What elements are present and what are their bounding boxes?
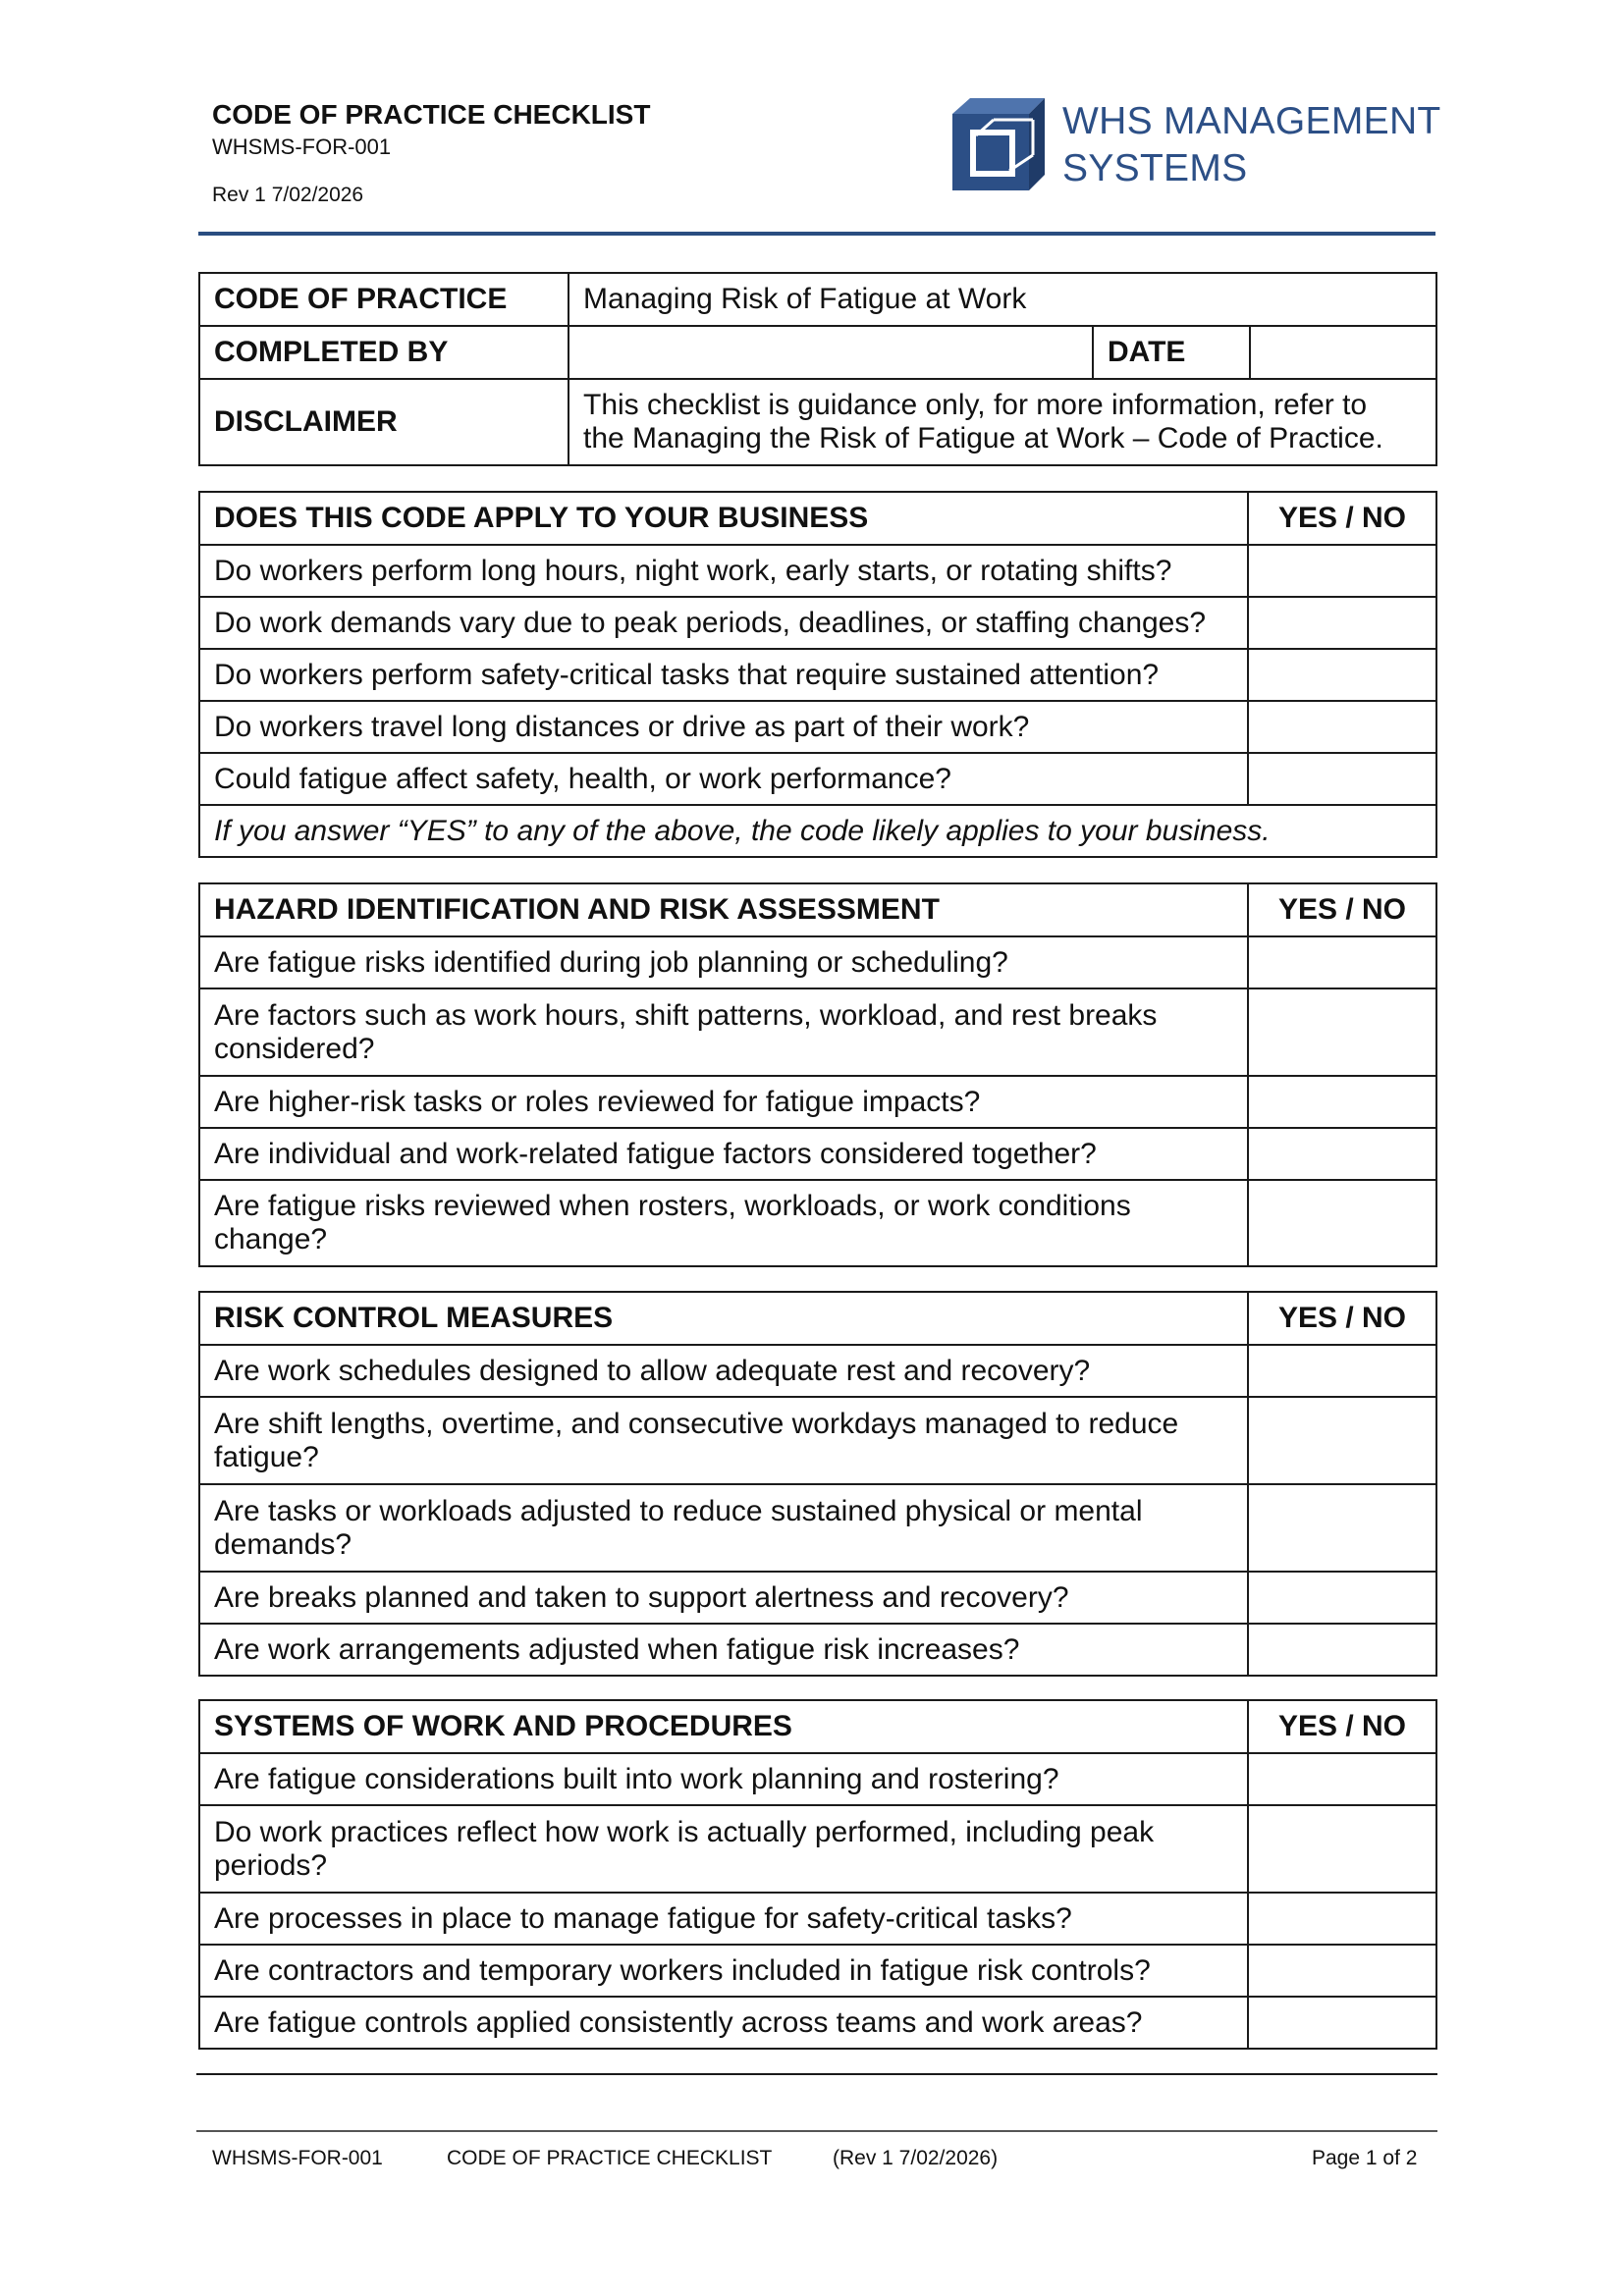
document-header: [212, 98, 801, 208]
date-label: DATE: [1093, 326, 1250, 379]
yes-no-answer-cell[interactable]: [1248, 753, 1436, 805]
yes-no-header: YES / NO: [1248, 492, 1436, 545]
yes-no-answer-cell[interactable]: [1248, 1805, 1436, 1893]
footer-rule: [196, 2130, 1437, 2132]
section-applicability: [198, 491, 1437, 858]
header-rule: [198, 232, 1435, 236]
yes-no-answer-cell[interactable]: [1248, 1945, 1436, 1997]
yes-no-answer-cell[interactable]: [1248, 545, 1436, 597]
cube-logo-icon: [943, 94, 1045, 196]
section-systems-of-work: [198, 1699, 1437, 2050]
document-title: CODE OF PRACTICE CHECKLIST: [212, 99, 651, 130]
yes-no-answer-cell[interactable]: [1248, 936, 1436, 988]
question-text: Could fatigue affect safety, health, or work performance?: [199, 753, 1248, 805]
footer-title: CODE OF PRACTICE CHECKLIST: [447, 2147, 773, 2169]
yes-no-header: YES / NO: [1248, 883, 1436, 936]
question-text: Are contractors and temporary workers included in fatigue risk controls?: [199, 1945, 1248, 1997]
yes-no-answer-cell[interactable]: [1248, 1076, 1436, 1128]
question-text: Are fatigue considerations built into work planning and rostering?: [199, 1753, 1248, 1805]
yes-no-answer-cell[interactable]: [1248, 1624, 1436, 1676]
company-logo: [943, 94, 1453, 196]
disclaimer-line-1: This checklist is guidance only, for more information, refer to: [583, 389, 1368, 421]
question-text: Are work schedules designed to allow adequate rest and recovery?: [199, 1345, 1248, 1397]
form-code: WHSMS-FOR-001: [212, 134, 392, 159]
yes-no-answer-cell[interactable]: [1248, 1893, 1436, 1945]
question-text: Are fatigue controls applied consistently across teams and work areas?: [199, 1997, 1248, 2049]
yes-no-answer-cell[interactable]: [1248, 1753, 1436, 1805]
yes-no-answer-cell[interactable]: [1248, 1484, 1436, 1572]
logo-text: [1062, 98, 1441, 192]
yes-no-answer-cell[interactable]: [1248, 1397, 1436, 1484]
section-risk-control: [198, 1291, 1437, 1677]
yes-no-answer-cell[interactable]: [1248, 988, 1436, 1076]
question-text: Do workers perform safety-critical tasks that require sustained attention?: [199, 649, 1248, 701]
section-title: DOES THIS CODE APPLY TO YOUR BUSINESS: [199, 492, 1248, 545]
disclaimer-label: DISCLAIMER: [199, 379, 568, 465]
yes-no-answer-cell[interactable]: [1248, 1572, 1436, 1624]
applicability-note: If you answer “YES” to any of the above, the code likely applies to your business.: [199, 805, 1436, 857]
question-text: Are fatigue risks identified during job planning or scheduling?: [199, 936, 1248, 988]
question-text: Are shift lengths, overtime, and consecutive workdays managed to reduce fatigue?: [199, 1397, 1248, 1484]
yes-no-header: YES / NO: [1248, 1700, 1436, 1753]
yes-no-answer-cell[interactable]: [1248, 649, 1436, 701]
code-of-practice-label: CODE OF PRACTICE: [199, 273, 568, 326]
date-field[interactable]: [1250, 326, 1436, 379]
code-of-practice-value: Managing Risk of Fatigue at Work: [568, 273, 1436, 326]
question-text: Are individual and work-related fatigue factors considered together?: [199, 1128, 1248, 1180]
revision: Rev 1 7/02/2026: [212, 184, 364, 206]
footer-form-code: WHSMS-FOR-001: [212, 2147, 383, 2169]
completed-by-field[interactable]: [568, 326, 1093, 379]
content-end-rule: [196, 2073, 1437, 2075]
section-title: SYSTEMS OF WORK AND PROCEDURES: [199, 1700, 1248, 1753]
yes-no-answer-cell[interactable]: [1248, 1180, 1436, 1266]
question-text: Do work demands vary due to peak periods, deadlines, or staffing changes?: [199, 597, 1248, 649]
question-text: Do workers travel long distances or drive as part of their work?: [199, 701, 1248, 753]
yes-no-answer-cell[interactable]: [1248, 597, 1436, 649]
info-table: [198, 272, 1437, 466]
question-text: Are breaks planned and taken to support alertness and recovery?: [199, 1572, 1248, 1624]
yes-no-header: YES / NO: [1248, 1292, 1436, 1345]
completed-by-label: COMPLETED BY: [199, 326, 568, 379]
question-text: Do workers perform long hours, night work, early starts, or rotating shifts?: [199, 545, 1248, 597]
footer-page-number: Page 1 of 2: [1312, 2147, 1418, 2169]
question-text: Are factors such as work hours, shift patterns, workload, and rest breaks considered?: [199, 988, 1248, 1076]
question-text: Are work arrangements adjusted when fatigue risk increases?: [199, 1624, 1248, 1676]
question-text: Are fatigue risks reviewed when rosters, workloads, or work conditions change?: [199, 1180, 1248, 1266]
disclaimer-line-2: the Managing the Risk of Fatigue at Work – Code of Practice.: [583, 422, 1383, 454]
question-text: Are higher-risk tasks or roles reviewed for fatigue impacts?: [199, 1076, 1248, 1128]
footer-revision: (Rev 1 7/02/2026): [833, 2147, 999, 2169]
logo-line-1: WHS MANAGEMENT: [1062, 100, 1441, 142]
section-title: RISK CONTROL MEASURES: [199, 1292, 1248, 1345]
yes-no-answer-cell[interactable]: [1248, 1345, 1436, 1397]
question-text: Are processes in place to manage fatigue for safety-critical tasks?: [199, 1893, 1248, 1945]
section-hazard-identification: [198, 882, 1437, 1267]
yes-no-answer-cell[interactable]: [1248, 1997, 1436, 2049]
question-text: Are tasks or workloads adjusted to reduce sustained physical or mental demands?: [199, 1484, 1248, 1572]
yes-no-answer-cell[interactable]: [1248, 701, 1436, 753]
section-title: HAZARD IDENTIFICATION AND RISK ASSESSMENT: [199, 883, 1248, 936]
question-text: Do work practices reflect how work is actually performed, including peak periods?: [199, 1805, 1248, 1893]
yes-no-answer-cell[interactable]: [1248, 1128, 1436, 1180]
disclaimer-text: [568, 379, 1436, 465]
logo-line-2: SYSTEMS: [1062, 147, 1248, 189]
